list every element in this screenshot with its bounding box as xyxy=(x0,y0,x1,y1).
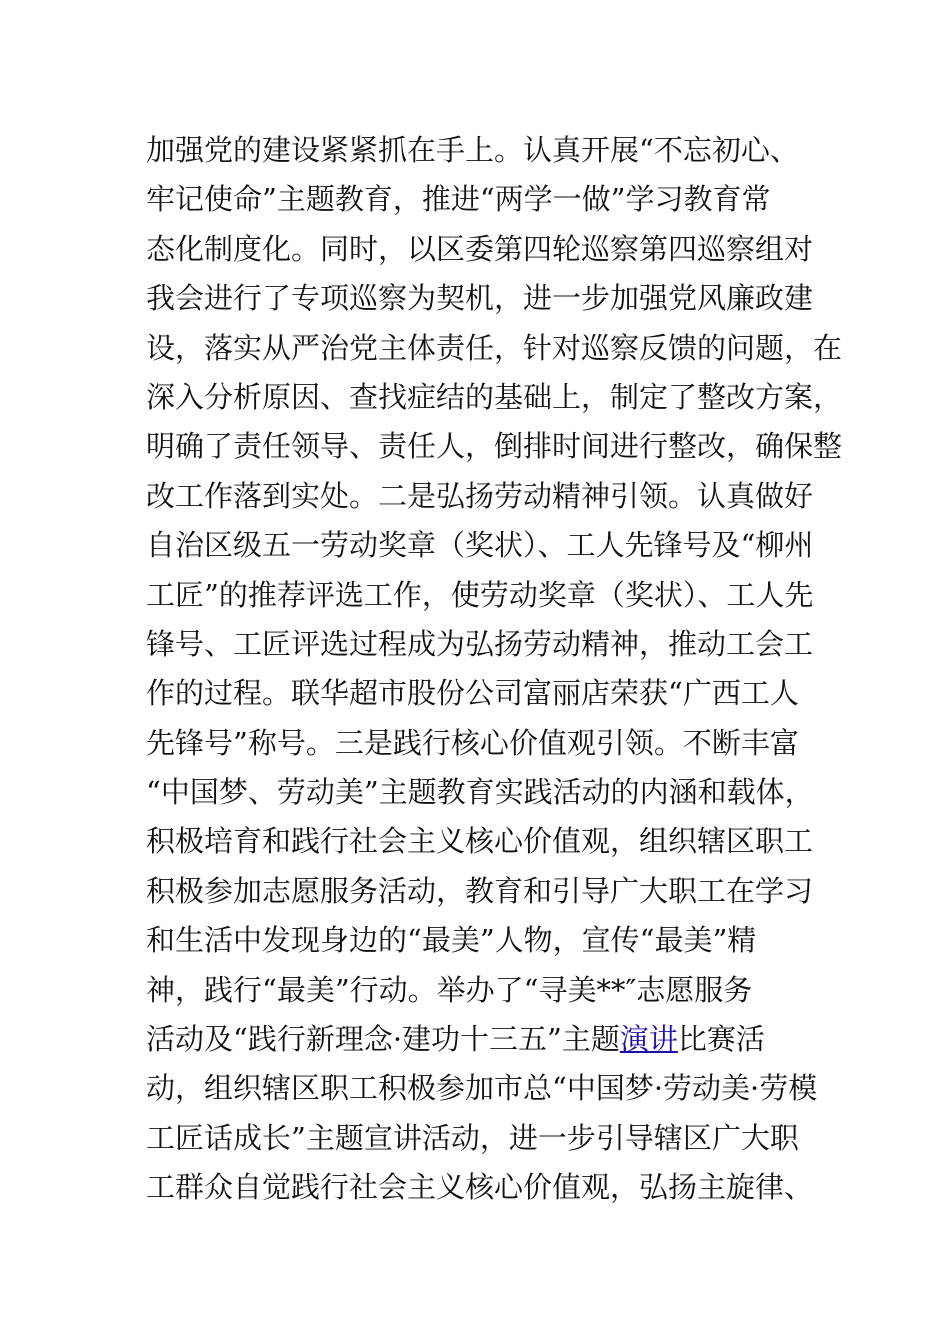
text-line: 作的过程。联华超市股份公司富丽店荣获“广西工人 xyxy=(146,676,799,711)
text-line: 自治区级五一劳动奖章（奖状）、工人先锋号及“柳州 xyxy=(146,528,814,563)
text-line: “中国梦、劳动美”主题教育实践活动的内涵和载体， xyxy=(146,775,814,810)
speech-link[interactable]: 演讲 xyxy=(619,1022,678,1057)
text-line: 深入分析原因、查找症结的基础上，制定了整改方案， xyxy=(146,379,843,414)
line-text-before-link: 活动及“践行新理念·建功十三五”主题 xyxy=(146,1022,620,1057)
text-line: 工匠”的推荐评选工作，使劳动奖章（奖状）、工人先 xyxy=(146,577,814,612)
text-line: 积极培育和践行社会主义核心价值观，组织辖区职工 xyxy=(146,824,814,859)
text-line: 工匠话成长”主题宣讲活动，进一步引导辖区广大职 xyxy=(146,1120,799,1155)
line-text-after-link: 比赛活 xyxy=(677,1022,765,1057)
text-line: 锋号、工匠评选过程成为弘扬劳动精神，推动工会工 xyxy=(146,626,814,661)
text-line: 改工作落到实处。二是弘扬劳动精神引领。认真做好 xyxy=(146,478,814,513)
text-line: 积极参加志愿服务活动，教育和引导广大职工在学习 xyxy=(146,873,814,908)
body-text xyxy=(146,126,843,1213)
text-line: 我会进行了专项巡察为契机，进一步加强党风廉政建 xyxy=(146,281,814,316)
text-line: 先锋号”称号。三是践行核心价值观引领。不断丰富 xyxy=(146,725,799,760)
text-line: 和生活中发现身边的“最美”人物，宣传“最美”精 xyxy=(146,923,757,958)
text-line-with-link xyxy=(146,1015,826,1064)
text-line: 设，落实从严治党主体责任，针对巡察反馈的问题，在 xyxy=(146,330,843,365)
text-line: 动，组织辖区职工积极参加市总“中国梦·劳动美·劳模 xyxy=(146,1071,818,1106)
text-line: 神，践行“最美”行动。举办了“寻美**″志愿服务 xyxy=(146,972,753,1007)
text-line: 牢记使命”主题教育，推进“两学一做”学习教育常 xyxy=(146,182,771,217)
text-line: 工群众自觉践行社会主义核心价值观，弘扬主旋律、 xyxy=(146,1170,814,1205)
text-line: 加强党的建设紧紧抓在手上。认真开展“不忘初心、 xyxy=(146,133,799,167)
text-line: 明确了责任领导、责任人，倒排时间进行整改，确保整 xyxy=(146,429,843,464)
text-line: 态化制度化。同时，以区委第四轮巡察第四巡察组对 xyxy=(146,231,814,266)
